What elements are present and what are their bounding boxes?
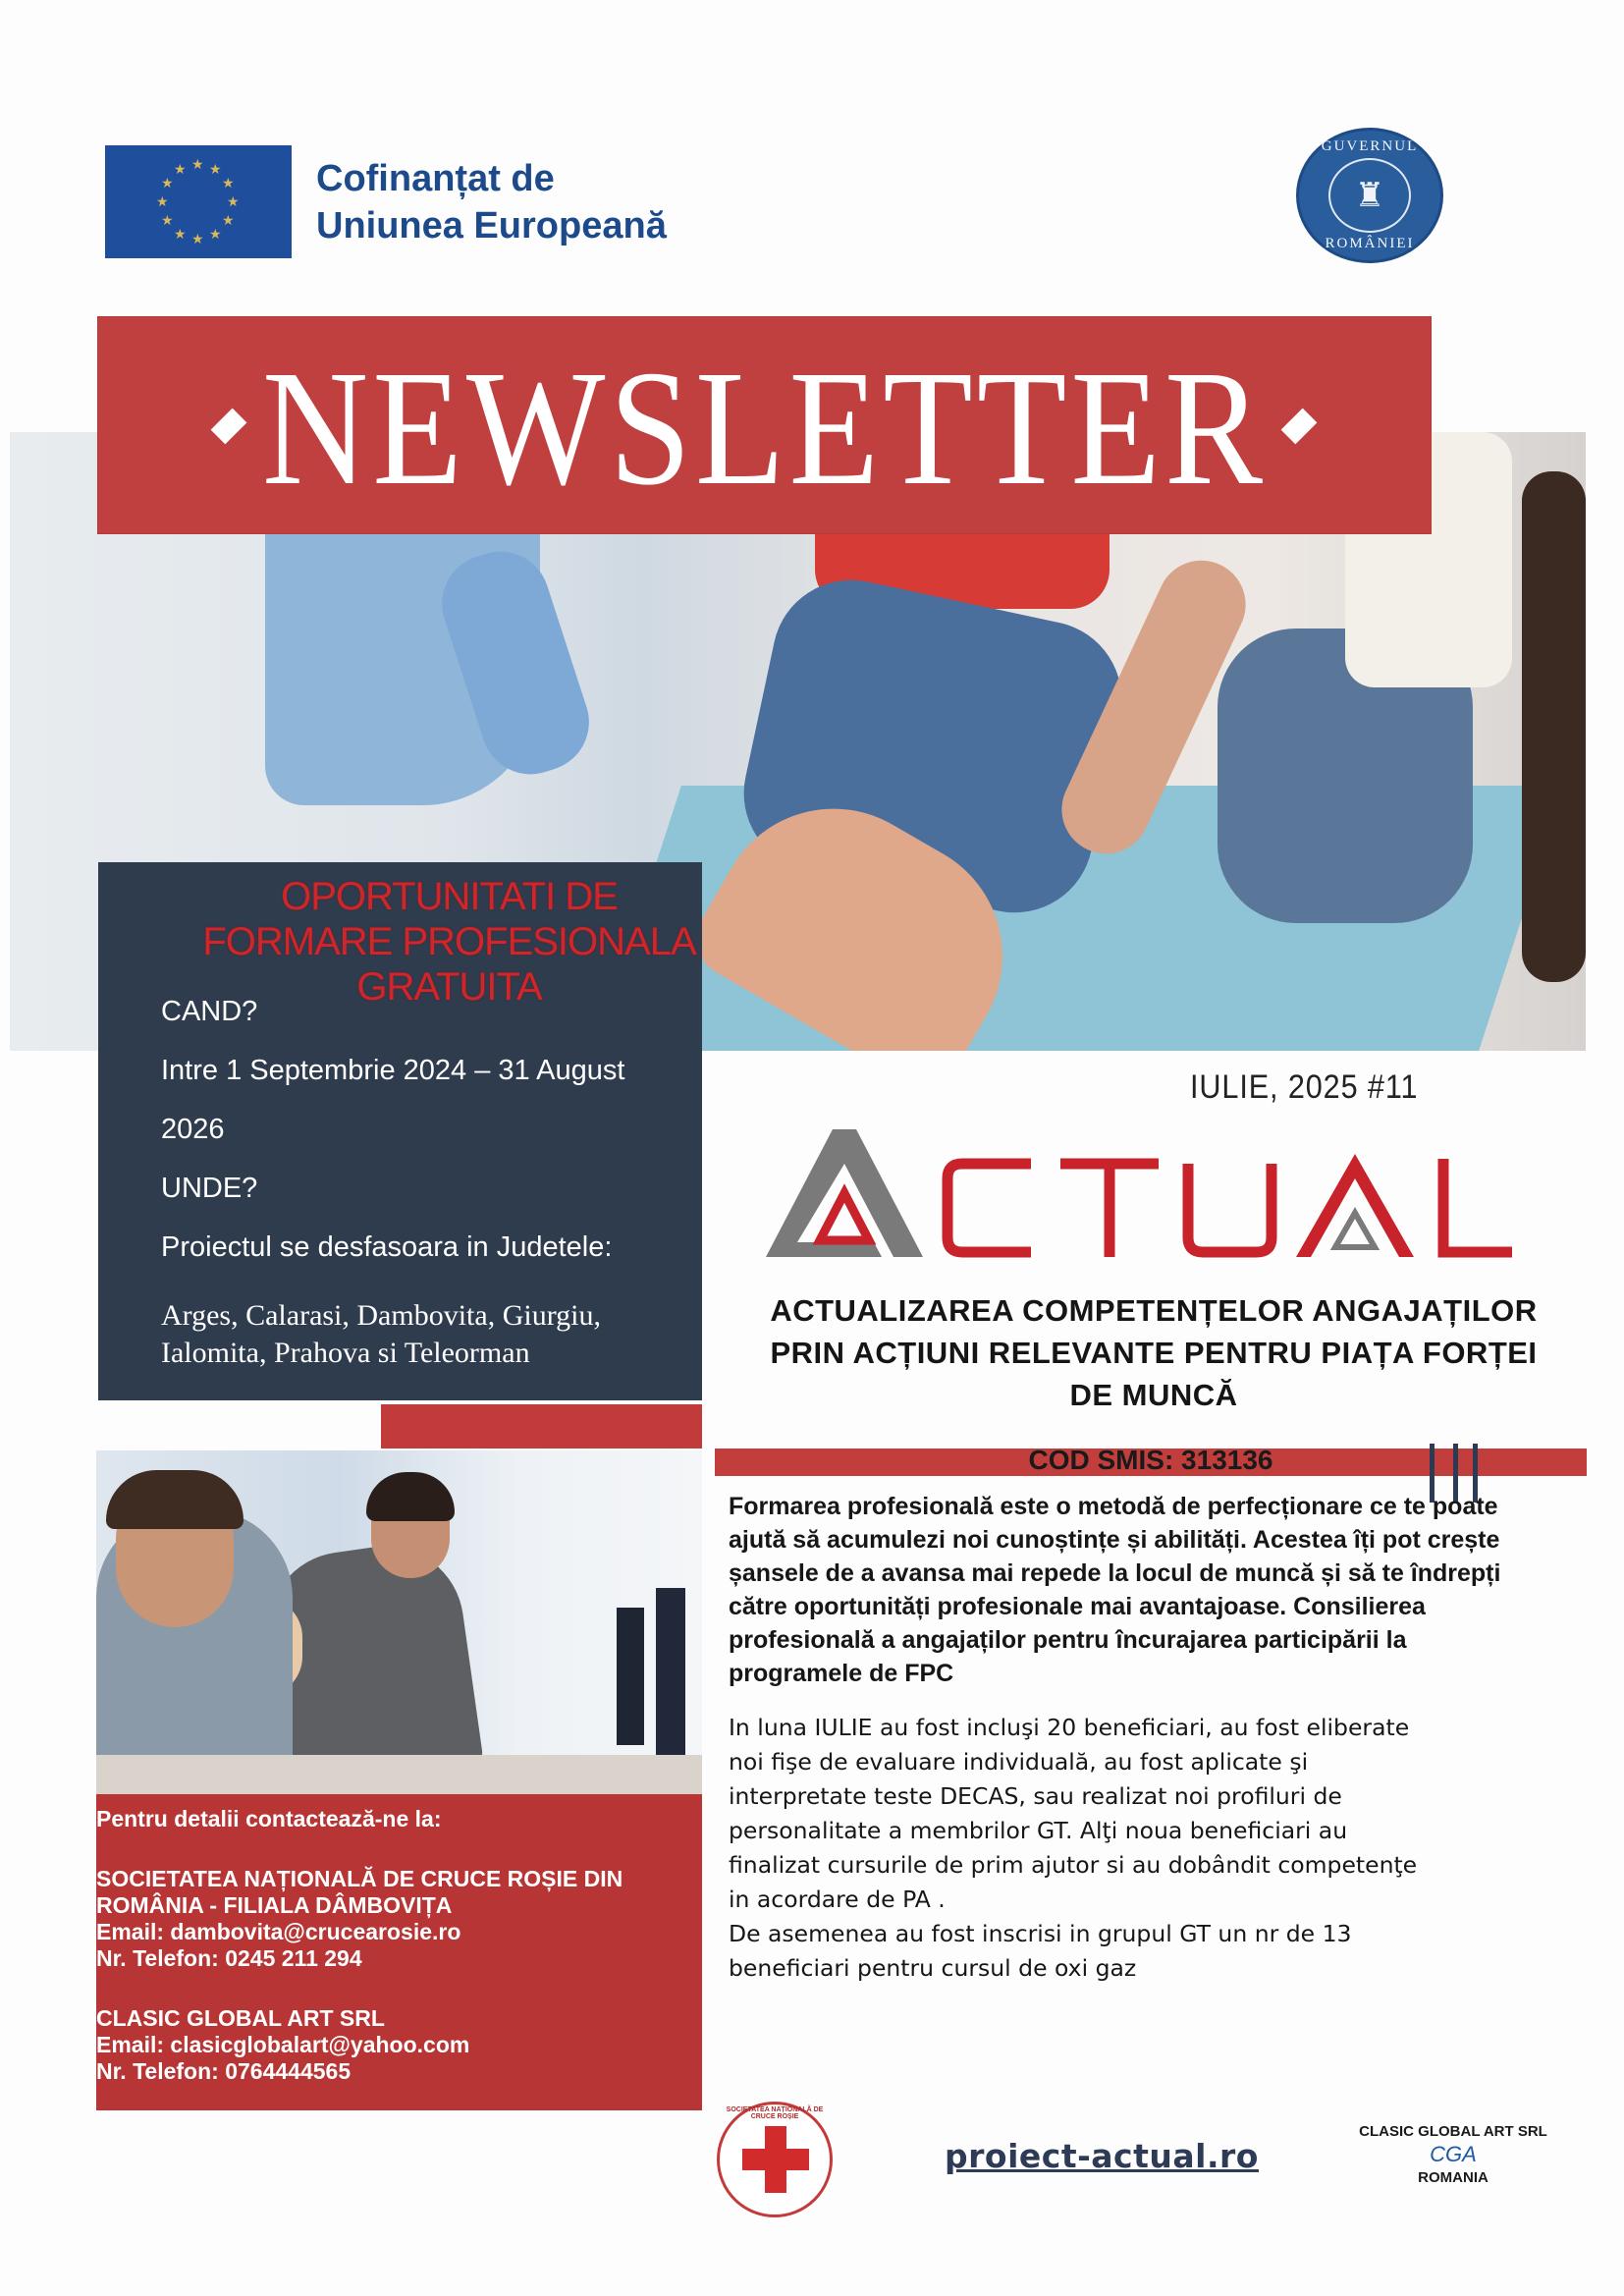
decorative-red-strip [381,1404,702,1449]
counties-list [161,1297,601,1372]
eagle-icon: ♜ [1354,177,1385,214]
when-label: CAND? [161,996,258,1027]
update-line: beneficiari pentru cursul de oxi gaz [729,1954,1137,1982]
seal-inner-ring [1328,158,1411,233]
cga-mark: CGA [1430,2142,1477,2166]
monthly-update-paragraph [729,1711,1534,1986]
photo-student-hair [106,1470,244,1529]
training-description-paragraph: Formarea profesională este o metodă de perfecționare ce te poate ajută să acumulezi noi cunoștințe și abilități. Acestea îți pot crește șansele de a avansa mai repede la locul de muncă și să te îndrepți către oportunități profesionale mai avantajoase. Consilierea profesională a angajaților pentru încurajarea participării la programele de FPC [729,1493,1501,1687]
classroom-training-photo [96,1450,702,1794]
photo-monitor [617,1608,644,1745]
seal-top-text: GUVERNUL [1321,138,1419,154]
org1-name-line2: ROMÂNIA - FILIALA DÂMBOVIȚA [96,1892,453,1918]
project-title [722,1289,1586,1416]
cga-company-name: CLASIC GLOBAL ART SRL [1359,2123,1547,2140]
org1-email[interactable]: Email: dambovita@crucearosie.ro [96,1919,461,1944]
org2-email[interactable]: Email: clasicglobalart@yahoo.com [96,2032,470,2057]
org2-phone: Nr. Telefon: 0764444565 [96,2058,352,2084]
when-value-line2: 2026 [161,1114,225,1145]
project-title-line3: DE MUNCĂ [1069,1378,1238,1412]
photo-hair [1522,471,1586,982]
actual-logo-icon [766,1124,1532,1262]
red-cross-logo-icon [717,2102,833,2217]
when-value-line1: Intre 1 Septembrie 2024 – 31 August [161,1055,625,1086]
update-line: De asemenea au fost inscrisi in grupul GT un nr de 13 [729,1920,1352,1947]
photo-monitor [656,1588,685,1765]
update-line: in acordare de PA . [729,1886,946,1913]
org1-phone: Nr. Telefon: 0245 211 294 [96,1945,362,1971]
update-line: finalizat cursurile de prim ajutor si au dobândit competenţe [729,1851,1418,1879]
cod-smis-bar [715,1445,1587,1476]
government-seal-icon [1296,128,1443,263]
cga-country: ROMANIA [1418,2169,1489,2186]
photo-desk [96,1755,702,1794]
eu-cofinancing-label [316,155,667,249]
opportunities-heading [196,874,702,1010]
eu-flag-icon: ★ ★ ★ ★ ★ ★ ★ ★ ★ ★ ★ ★ [105,145,292,258]
contact-box [96,1794,702,2110]
update-line: interpretate teste DECAS, sau realizat noi profiluri de [729,1782,1342,1810]
eu-text-line2: Uniunea Europeană [316,205,667,246]
cod-smis-label: COD SMIS: 313136 [1028,1445,1273,1475]
project-website-link[interactable]: proiect-actual.ro [945,2137,1259,2175]
where-label: UNDE? [161,1173,258,1204]
issue-label: IULIE, 2025 #11 [1190,1068,1419,1106]
training-info-box [98,862,702,1400]
project-title-line2: PRIN ACȚIUNI RELEVANTE PENTRU PIAȚA FORȚEI [770,1336,1538,1370]
newsletter-title: NEWSLETTER [261,337,1268,519]
org1-name-line1: SOCIETATEA NAȚIONALĂ DE CRUCE ROȘIE DIN [96,1866,623,1891]
photo-teacher-hair [366,1472,455,1521]
counties-line2: Ialomita, Prahova si Teleorman [161,1337,530,1369]
update-line: noi fişe de evaluare individuală, au fost aplicate şi [729,1748,1309,1776]
cga-logo [1355,2123,1551,2186]
heading-line2: FORMARE PROFESIONALA [202,920,696,963]
project-title-line1: ACTUALIZAREA COMPETENȚELOR ANGAJAȚILOR [770,1293,1538,1328]
contact-intro: Pentru detalii contactează-ne la: [96,1806,442,1831]
counties-line1: Arges, Calarasi, Dambovita, Giurgiu, [161,1299,601,1332]
heading-line3: GRATUITA [356,965,542,1009]
red-cross-icon [742,2149,809,2170]
newsletter-banner [98,317,1431,533]
red-cross-ring-text: SOCIETATEA NAȚIONALĂ DE CRUCE ROȘIE [726,2106,824,2120]
heading-line1: OPORTUNITATI DE [281,875,618,918]
where-intro: Proiectul se desfasoara in Judetele: [161,1231,613,1263]
seal-bottom-text: ROMÂNIEI [1325,236,1415,251]
update-line: In luna IULIE au fost incluşi 20 beneficiari, au fost eliberate [729,1714,1410,1741]
update-line: personalitate a membrilor GT. Alţi noua beneficiari au [729,1817,1348,1844]
org2-name: CLASIC GLOBAL ART SRL [96,2005,385,2031]
eu-text-line1: Cofinanțat de [316,158,555,199]
